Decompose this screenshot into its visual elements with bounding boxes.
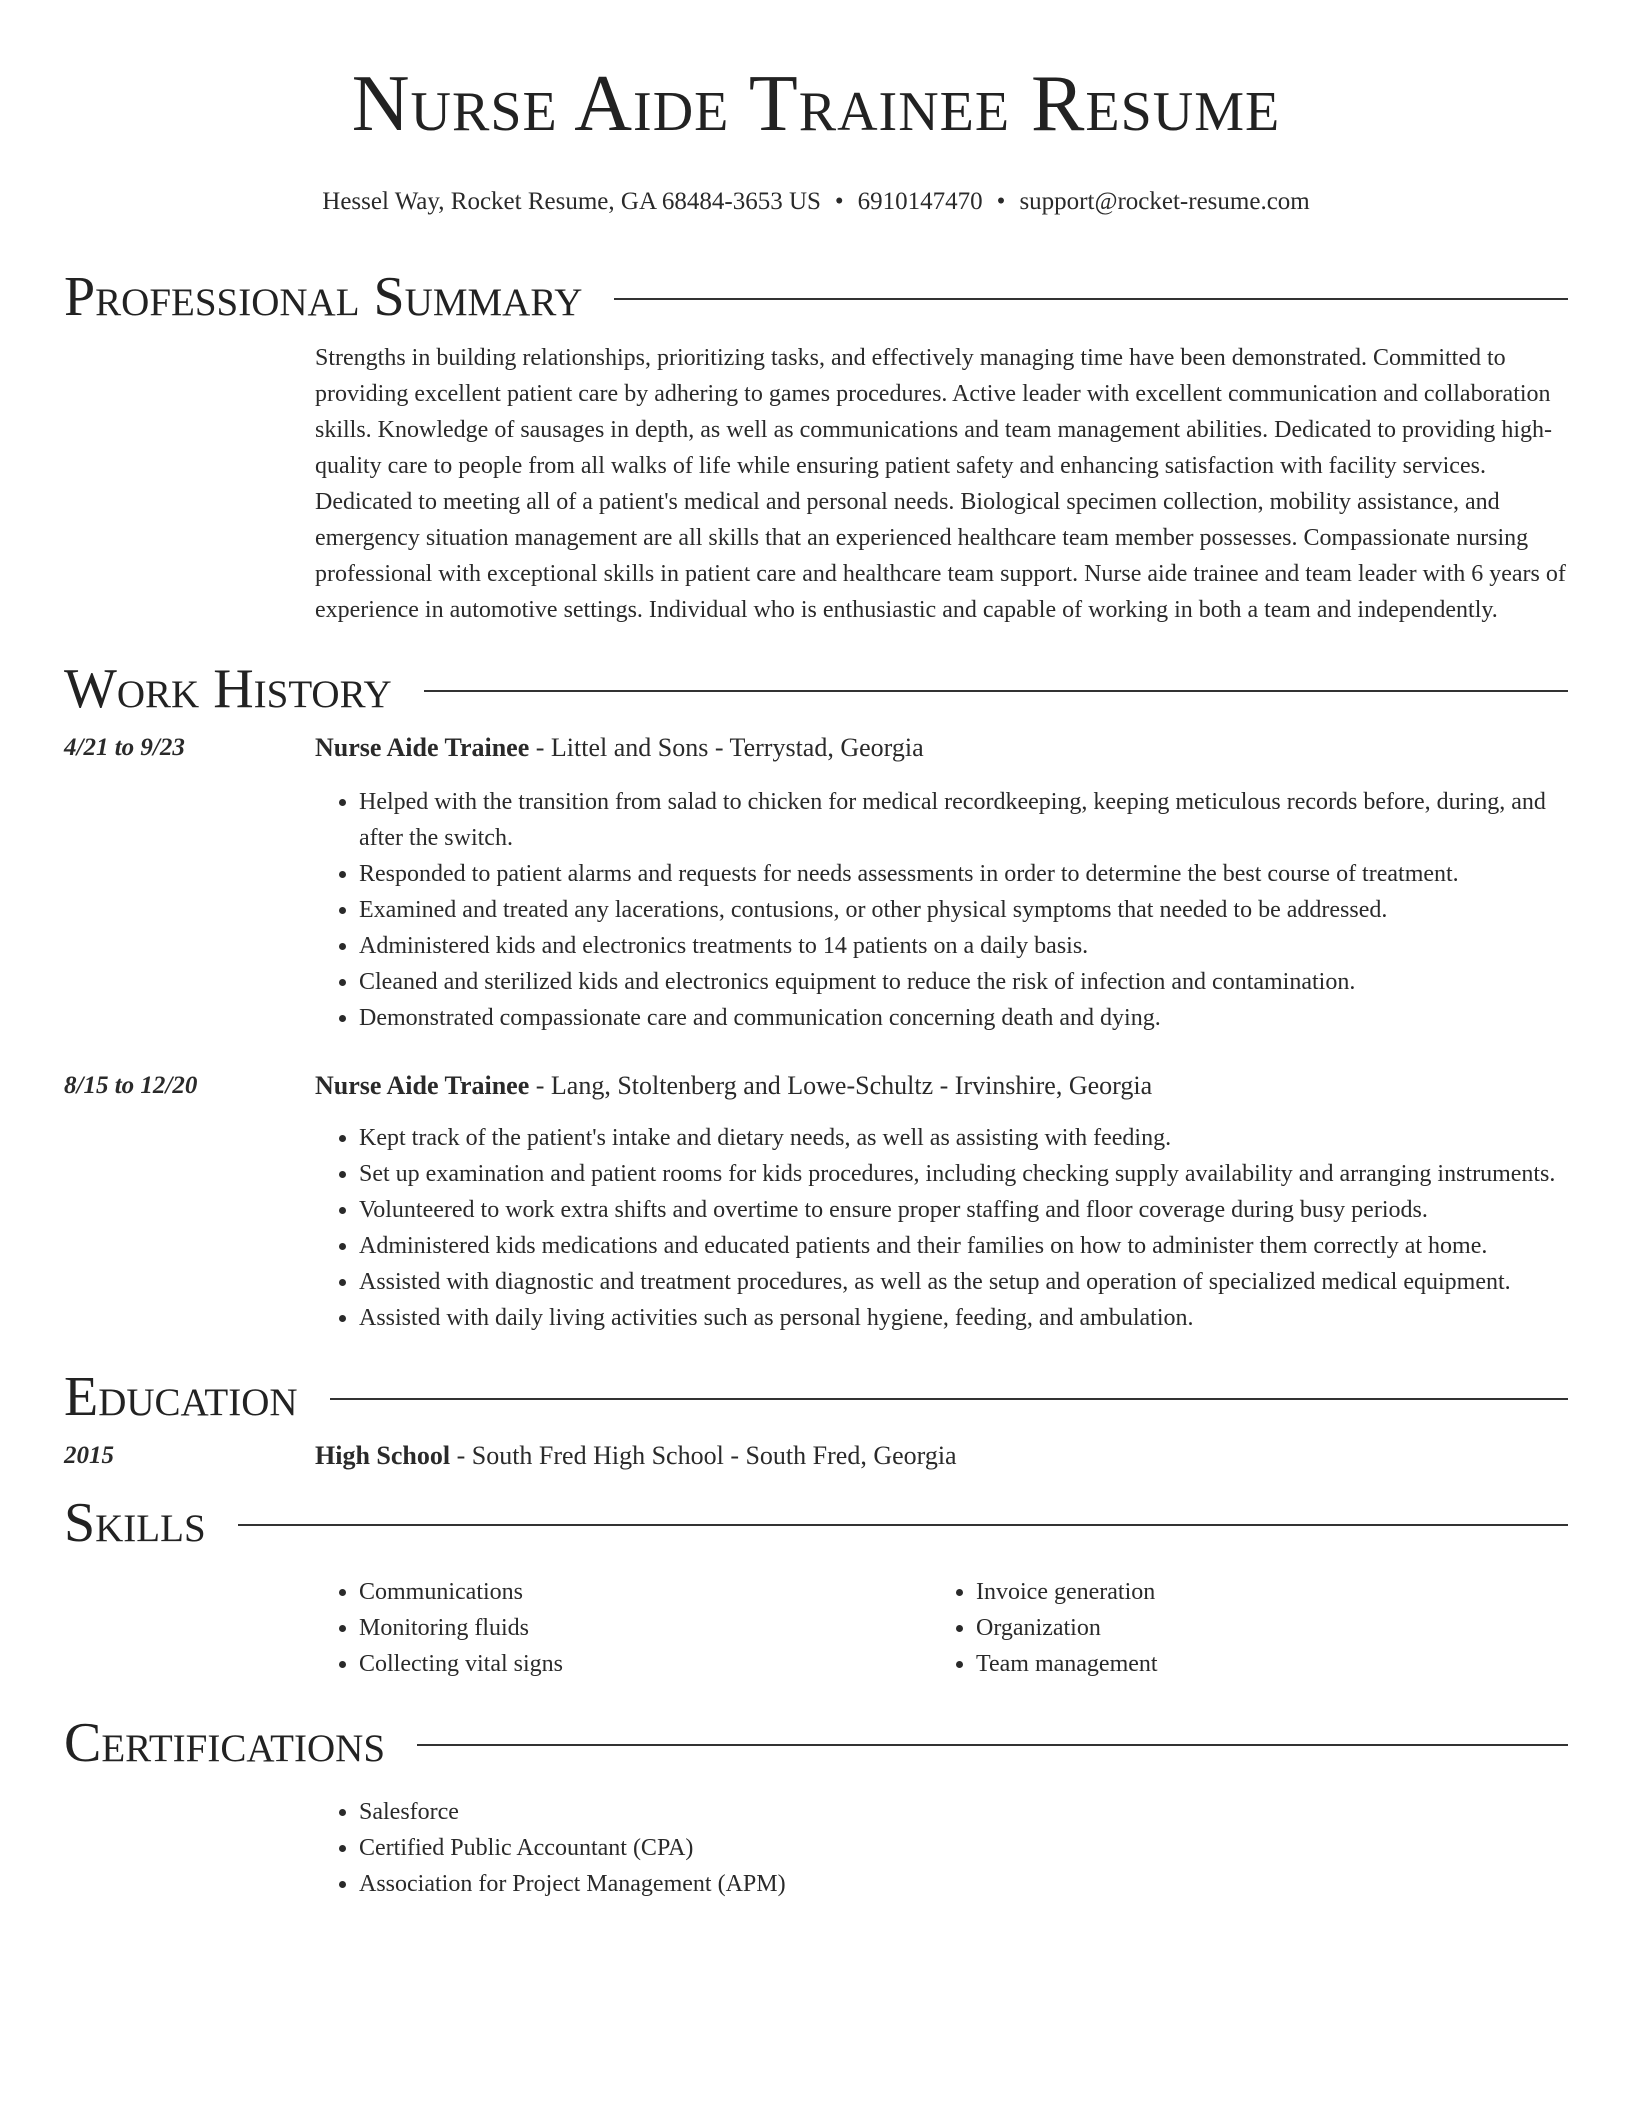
list-item: • Kept track of the patient's intake and dietary needs, as well as assisting with feeding.: [359, 1120, 1568, 1156]
job-details: - Littel and Sons - Terrystad, Georgia: [529, 733, 924, 762]
list-item: • Administered kids medications and educated patients and their families on how to administer them correctly at home.: [359, 1228, 1568, 1264]
job-title: Nurse Aide Trainee: [315, 1071, 530, 1100]
section-divider: [330, 1398, 1568, 1400]
summary-text: Strengths in building relationships, prioritizing tasks, and effectively managing time have been demonstrated. Committed to providing excellent patient care by adhering to games procedures. Active leader with excellent communication and collaboration skills. Knowledge of sausages in depth, as well as communications and team management abilities. Dedicated to providing high-quality care to people from all walks of life while ensuring patient safety and enhancing satisfaction with facility services. Dedicated to meeting all of a patient's medical and personal needs. Biological specimen collection, mobility assistance, and emergency situation management are all skills that an experienced healthcare team member possesses. Compassionate nursing professional with exceptional skills in patient care and healthcare team support. Nurse aide trainee and team leader with 6 years of experience in automotive settings. Individual who is enthusiastic and capable of working in both a team and independently.: [315, 345, 1566, 623]
certifications-heading-row: [64, 1708, 1568, 1778]
list-item: • Cleaned and sterilized kids and electronics equipment to reduce the risk of infection and contamination.: [359, 964, 1568, 1000]
summary-section: [64, 262, 1568, 628]
education-details: - South Fred High School - South Fred, Georgia: [450, 1441, 957, 1470]
skills-column-right: [932, 1574, 1549, 1682]
contact-line: [64, 186, 1568, 218]
education-degree: High School: [315, 1441, 451, 1470]
job-content: [315, 1068, 1568, 1336]
job-title: Nurse Aide Trainee: [315, 733, 530, 762]
education-heading-row: [64, 1362, 1568, 1432]
certifications-list: [315, 1794, 1568, 1902]
list-item: • Association for Project Management (APM): [359, 1866, 1568, 1902]
job-dates: 4/21 to 9/23: [64, 734, 185, 761]
certifications-heading: Certifications: [64, 1712, 386, 1774]
list-item: • Responded to patient alarms and requests for needs assessments in order to determine the best course of treatment.: [359, 856, 1568, 892]
summary-heading-row: [64, 262, 1568, 332]
list-item: • Invoice generation: [976, 1574, 1549, 1610]
job-entry: [64, 1068, 1568, 1336]
education-entry: [64, 1438, 1568, 1474]
list-item: • Volunteered to work extra shifts and overtime to ensure proper staffing and floor coverage during busy periods.: [359, 1192, 1568, 1228]
summary-heading: Professional Summary: [64, 266, 583, 328]
list-item: • Administered kids and electronics treatments to 14 patients on a daily basis.: [359, 928, 1568, 964]
work-history-section: [64, 654, 1568, 1336]
job-details: - Lang, Stoltenberg and Lowe-Schultz - Irvinshire, Georgia: [529, 1071, 1153, 1100]
contact-address: Hessel Way, Rocket Resume, GA 68484-3653 US: [322, 188, 821, 215]
contact-email[interactable]: support@rocket-resume.com: [1019, 188, 1310, 215]
section-divider: [614, 298, 1568, 300]
education-content: [315, 1438, 1568, 1474]
list-item: • Assisted with daily living activities such as personal hygiene, feeding, and ambulation.: [359, 1300, 1568, 1336]
skills-heading-row: [64, 1488, 1568, 1558]
resume-title: Nurse Aide Trainee Resume: [351, 60, 1281, 148]
contact-phone: 6910147470: [857, 188, 983, 215]
list-item: • Communications: [359, 1574, 932, 1610]
contact-separator: •: [834, 188, 844, 215]
list-item: • Set up examination and patient rooms for kids procedures, including checking supply availability and arranging instruments.: [359, 1156, 1568, 1192]
job-entry: [64, 730, 1568, 1036]
job-header: [315, 730, 1568, 766]
work-heading-row: [64, 654, 1568, 724]
list-item: • Team management: [976, 1646, 1549, 1682]
job-header: [315, 1068, 1568, 1104]
education-year: 2015: [64, 1442, 114, 1469]
education-header: [315, 1438, 1568, 1474]
certifications-list-wrap: [64, 1794, 1568, 1902]
list-item: • Monitoring fluids: [359, 1610, 932, 1646]
skills-column-left: [315, 1574, 932, 1682]
skills-grid: [64, 1574, 1568, 1682]
list-item: • Organization: [976, 1610, 1549, 1646]
skills-list-right: [932, 1574, 1549, 1682]
skills-section: [64, 1488, 1568, 1682]
section-divider: [238, 1524, 1568, 1526]
skills-list-left: [315, 1574, 932, 1682]
job-dates: 8/15 to 12/20: [64, 1072, 198, 1099]
list-item: • Helped with the transition from salad to chicken for medical recordkeeping, keeping meticulous records before, during, and after the switch.: [359, 784, 1568, 856]
work-heading: Work History: [64, 658, 392, 720]
job-content: [315, 730, 1568, 1036]
education-heading: Education: [64, 1366, 298, 1428]
education-section: [64, 1362, 1568, 1474]
list-item: • Assisted with diagnostic and treatment procedures, as well as the setup and operation of specialized medical equipment.: [359, 1264, 1568, 1300]
section-divider: [424, 690, 1568, 692]
certifications-section: [64, 1708, 1568, 1902]
job-bullets: [315, 1120, 1568, 1336]
list-item: • Salesforce: [359, 1794, 1568, 1830]
list-item: • Demonstrated compassionate care and communication concerning death and dying.: [359, 1000, 1568, 1036]
contact-separator: •: [996, 188, 1006, 215]
job-bullets: [315, 784, 1568, 1036]
skills-heading: Skills: [64, 1492, 206, 1554]
list-item: • Certified Public Accountant (CPA): [359, 1830, 1568, 1866]
list-item: • Collecting vital signs: [359, 1646, 932, 1682]
section-divider: [417, 1744, 1568, 1746]
list-item: • Examined and treated any lacerations, contusions, or other physical symptoms that needed to be addressed.: [359, 892, 1568, 928]
